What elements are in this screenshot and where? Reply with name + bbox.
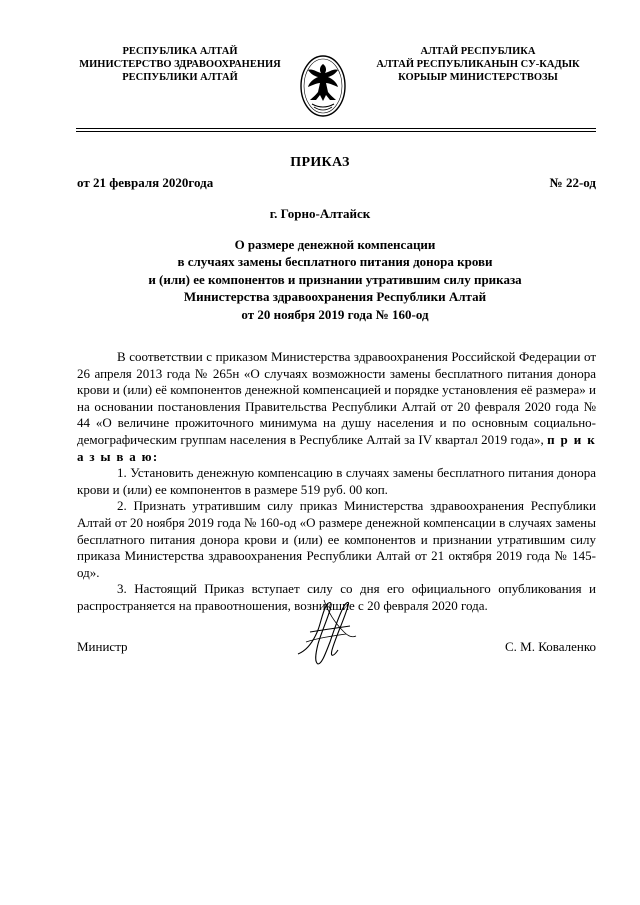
document-subject bbox=[100, 236, 570, 323]
header-right bbox=[372, 45, 584, 84]
signatory-title: Министр bbox=[77, 639, 128, 654]
document-number: № 22-од bbox=[549, 175, 596, 190]
header-left-line-2: МИНИСТЕРСТВО ЗДРАВООХРАНЕНИЯ bbox=[79, 59, 281, 70]
subject-line-5: от 20 ноября 2019 года № 160-од bbox=[241, 306, 429, 322]
header-right-line-1: АЛТАЙ РЕСПУБЛИКА bbox=[420, 46, 536, 57]
order-item-2: 2. Признать утратившим силу приказ Министерства здравоохранения Республики Алтай от 20 ноября 2019 года № 160-од «О размере денежной компенсации в случаях замены бесплатного питания донора крови и (или) ее компонентов и признании утратившим силу приказа Министерства здравоохранения Республики Алтай от 21 октября 2019 года № 145-од». bbox=[77, 498, 596, 580]
subject-line-4: Министерства здравоохранения Республики Алтай bbox=[183, 289, 487, 305]
preamble-text: В соответствии с приказом Министерства здравоохранения Российской Федерации от 26 апреля 2013 года № 265н «О случаях возможности замены бесплатного питания донора крови и (или) её компонентов денежной компенсацией и порядке установления её размера» и на основании постановления Правительства Республики Алтай от 20 февраля 2020 года № 44 «О величине прожиточного минимума на душу населения и по основным социально-демографическим группам населения в Республике Алтай за IV квартал 2019 года», bbox=[77, 349, 596, 447]
header-divider-top bbox=[76, 128, 596, 129]
subject-line-3: и (или) ее компонентов и признании утратившим силу приказа bbox=[148, 271, 522, 287]
header-right-line-2: АЛТАЙ РЕСПУБЛИКАНЫН СУ-КАДЫК bbox=[376, 59, 580, 70]
document-date: от 21 февраля 2020года bbox=[77, 175, 214, 190]
order-item-1: 1. Установить денежную компенсацию в случаях замены бесплатного питания донора крови и (или) ее компонентов в размере 519 руб. 00 коп. bbox=[77, 465, 596, 497]
order-item-3: 3. Настоящий Приказ вступает силу со дня его официального опубликования и распространяется на правоотношения, возникшие с 20 февраля 2020 года. bbox=[77, 581, 596, 613]
preamble-paragraph bbox=[77, 349, 596, 465]
subject-line-2: в случаях замены бесплатного питания донора крови bbox=[177, 254, 493, 270]
header-left bbox=[75, 45, 285, 84]
header-left-line-3: РЕСПУБЛИКИ АЛТАЙ bbox=[122, 72, 238, 83]
subject-line-1: О размере денежной компенсации bbox=[234, 237, 436, 252]
signatory-name: С. М. Коваленко bbox=[505, 639, 596, 654]
document-body bbox=[77, 349, 596, 615]
header-divider-bottom bbox=[76, 131, 596, 132]
document-city: г. Горно-Алтайск bbox=[269, 206, 371, 221]
handwritten-signature bbox=[288, 592, 368, 672]
document-title: ПРИКАЗ bbox=[290, 155, 350, 170]
coat-of-arms-icon bbox=[298, 52, 348, 118]
header-right-line-3: КОРЫЫР МИНИСТЕРСТВОЗЫ bbox=[398, 72, 558, 83]
header-left-line-1: РЕСПУБЛИКА АЛТАЙ bbox=[122, 46, 238, 57]
order-word: п р и к а з ы в а ю: bbox=[77, 431, 596, 464]
